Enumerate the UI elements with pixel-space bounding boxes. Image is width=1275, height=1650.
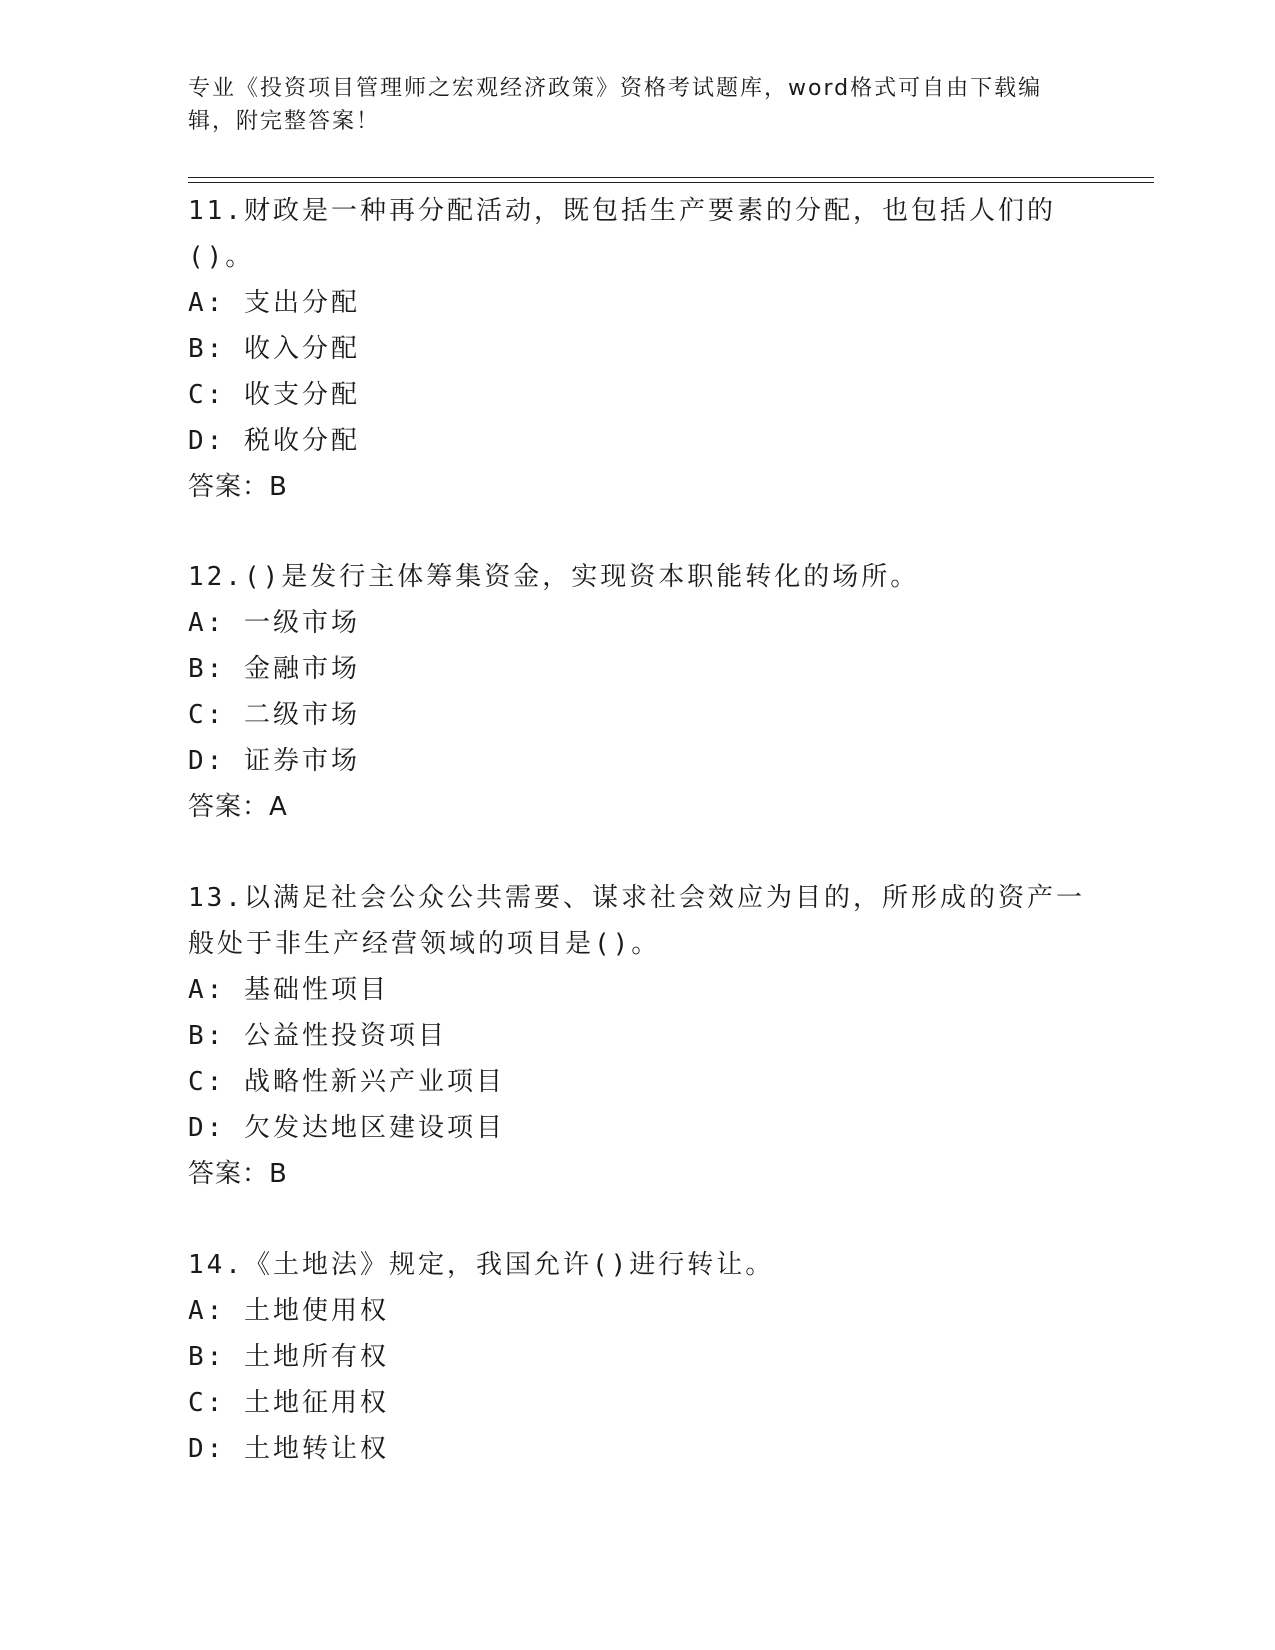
option-d: D: 欠发达地区建设项目 bbox=[188, 1113, 505, 1143]
answer-value: B bbox=[269, 472, 288, 502]
option-a: A: 基础性项目 bbox=[188, 975, 389, 1005]
question-stem: 13.以满足社会公众公共需要、谋求社会效应为目的，所形成的资产一般处于非生产经营领域的项目是()。 bbox=[188, 883, 1085, 959]
document-header: 专业《投资项目管理师之宏观经济政策》资格考试题库，word格式可自由下载编辑，附完整答案！ bbox=[188, 76, 1043, 134]
option-d: D: 土地转让权 bbox=[188, 1434, 389, 1464]
option-c: C: 战略性新兴产业项目 bbox=[188, 1067, 505, 1097]
answer-label: 答案： bbox=[188, 1159, 270, 1189]
option-c: C: 收支分配 bbox=[188, 380, 360, 410]
option-b: B: 金融市场 bbox=[188, 654, 360, 684]
question-stem: 14.《土地法》规定，我国允许()进行转让。 bbox=[188, 1250, 775, 1280]
header-divider-top bbox=[188, 177, 1154, 178]
question-13 bbox=[188, 875, 1088, 1197]
option-d: D: 税收分配 bbox=[188, 426, 360, 456]
question-stem: 12.()是发行主体筹集资金，实现资本职能转化的场所。 bbox=[188, 562, 920, 592]
option-c: C: 二级市场 bbox=[188, 700, 360, 730]
option-a: A: 支出分配 bbox=[188, 288, 360, 318]
answer-line bbox=[188, 464, 1088, 510]
option-b: B: 公益性投资项目 bbox=[188, 1021, 447, 1051]
answer-value: A bbox=[269, 792, 288, 822]
answer-line bbox=[188, 1151, 1088, 1197]
option-a: A: 土地使用权 bbox=[188, 1296, 389, 1326]
answer-value: B bbox=[269, 1159, 288, 1189]
question-14 bbox=[188, 1242, 1088, 1472]
question-12 bbox=[188, 554, 1088, 830]
answer-line bbox=[188, 784, 1088, 830]
option-b: B: 土地所有权 bbox=[188, 1342, 389, 1372]
answer-label: 答案： bbox=[188, 472, 270, 502]
option-a: A: 一级市场 bbox=[188, 608, 360, 638]
option-c: C: 土地征用权 bbox=[188, 1388, 389, 1418]
question-11 bbox=[188, 188, 1088, 510]
question-stem: 11.财政是一种再分配活动，既包括生产要素的分配，也包括人们的()。 bbox=[188, 196, 1056, 272]
option-b: B: 收入分配 bbox=[188, 334, 360, 364]
header-divider-bottom bbox=[188, 182, 1154, 183]
answer-label: 答案： bbox=[188, 792, 270, 822]
option-d: D: 证券市场 bbox=[188, 746, 360, 776]
